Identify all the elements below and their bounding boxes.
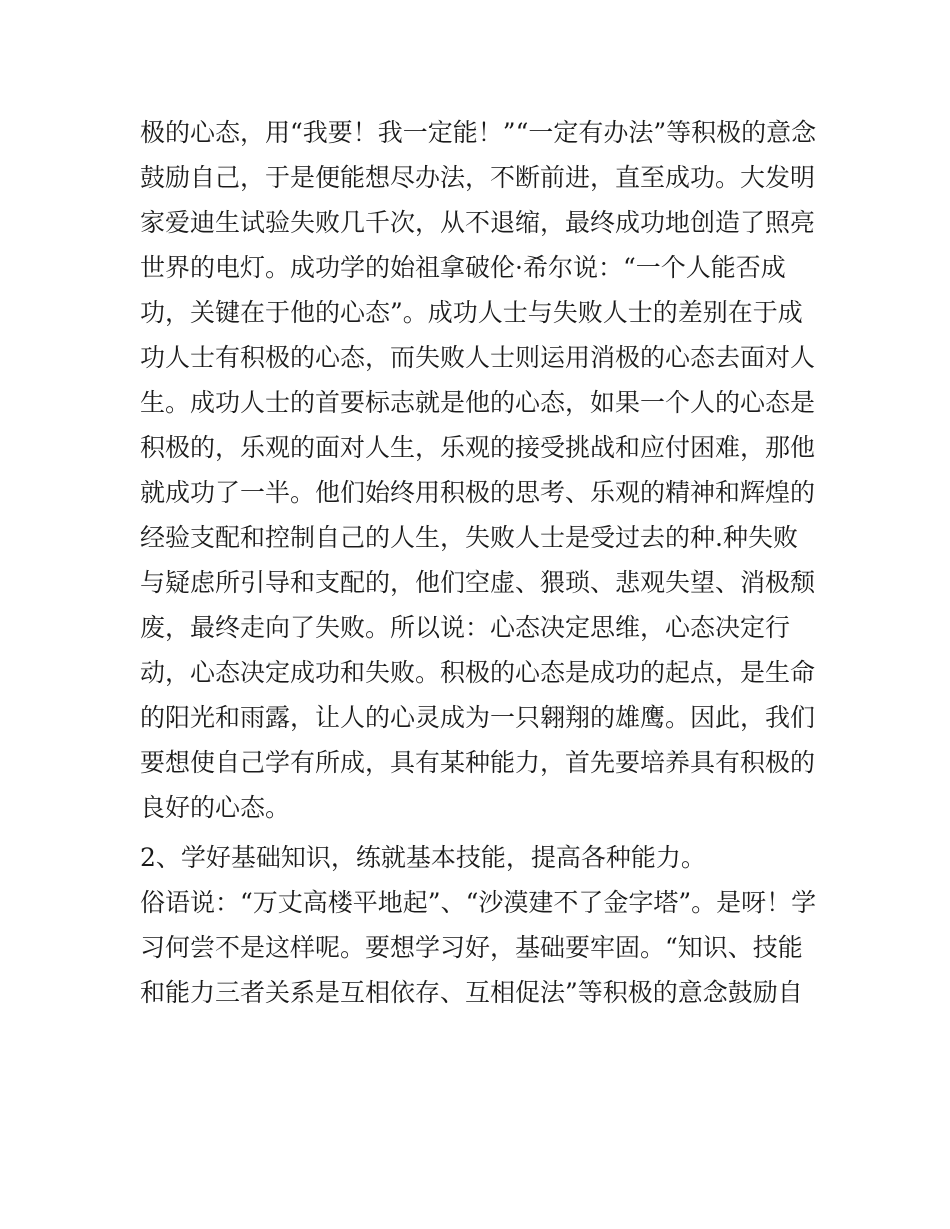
- text-line: 要想使自己学有所成，具有某种能力，首先要培养具有积极的: [140, 748, 816, 777]
- text-line: 功，关键在于他的心态”。成功人士与失败人士的差别在于成: [140, 298, 803, 327]
- document-body: [140, 110, 820, 1015]
- text-line: 功人士有积极的心态，而失败人士则运用消极的心态去面对人: [140, 343, 816, 372]
- text-line: 就成功了一半。他们始终用积极的思考、乐观的精神和辉煌的: [140, 478, 816, 507]
- text-line: 生。成功人士的首要标志就是他的心态，如果一个人的心态是: [140, 388, 816, 417]
- text-line: 积极的，乐观的面对人生，乐观的接受挑战和应付困难，那他: [140, 433, 816, 462]
- text-line: 经验支配和控制自己的人生，失败人士是受过去的种.种失败: [140, 523, 798, 552]
- text-line: 俗语说：“万丈高楼平地起”、“沙漠建不了金字塔”。是呀！学: [140, 888, 817, 917]
- text-line: 习何尝不是这样呢。要想学习好，基础要牢固。“知识、技能: [140, 933, 803, 962]
- text-line: 家爱迪生试验失败几千次，从不退缩，最终成功地创造了照亮: [140, 208, 816, 237]
- text-line: 鼓励自己，于是便能想尽办法，不断前进，直至成功。大发明: [140, 163, 816, 192]
- paragraph: [140, 110, 820, 830]
- text-line: 动，心态决定成功和失败。积极的心态是成功的起点，是生命: [140, 658, 816, 687]
- text-line: 的阳光和雨露，让人的心灵成为一只翱翔的雄鹰。因此，我们: [140, 703, 816, 732]
- section-heading: 2、学好基础知识，练就基本技能，提高各种能力。: [140, 843, 706, 872]
- text-line: 和能力三者关系是互相依存、互相促法”等积极的意念鼓励自: [140, 978, 803, 1007]
- paragraph: [140, 880, 820, 1015]
- text-line: 极的心态，用“我要！我一定能！”“一定有办法”等积极的意念: [140, 118, 817, 147]
- text-line: 废，最终走向了失败。所以说：心态决定思维，心态决定行: [140, 613, 791, 642]
- text-line: 良好的心态。: [140, 793, 291, 822]
- text-line: 世界的电灯。成功学的始祖拿破伦·希尔说：“一个人能否成: [140, 253, 786, 282]
- text-line: 与疑虑所引导和支配的，他们空虚、猥琐、悲观失望、消极颓: [140, 568, 816, 597]
